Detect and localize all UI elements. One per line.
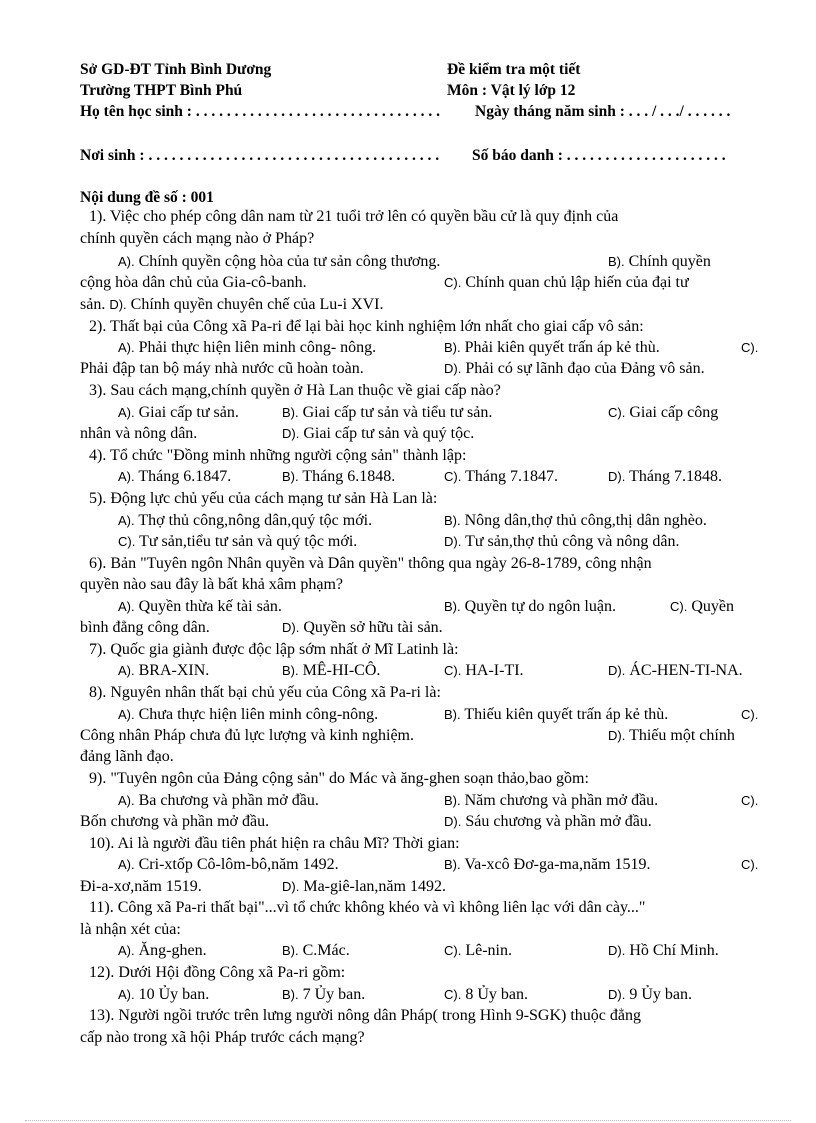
question-11-option-c: C). Lê-nin. (444, 942, 512, 959)
question-7-option-c: C). HA-I-TI. (444, 662, 524, 679)
question-2-option-c-label: C). (741, 340, 759, 355)
question-3-option-c: C). Giai cấp công (608, 404, 719, 421)
question-9-option-b: B). Năm chương và phần mở đầu. (444, 792, 659, 809)
question-8-stem: 8). Nguyên nhân thất bại chủ yếu của Công xã Pa-ri là: (89, 684, 441, 701)
question-11-stem-cont: là nhận xét của: (80, 921, 181, 938)
question-10-option-a: A). Cri-xtốp Cô-lôm-bô,năm 1492. (118, 856, 339, 873)
question-1-option-c-cont: sản. D). Chính quyền chuyên chế của Lu-i XVI. (80, 296, 384, 313)
question-8-option-d-cont: đảng lãnh đạo. (80, 748, 174, 765)
student-name-field: Họ tên học sinh : . . . . . . . . . . . . . . . . . . . . . . . . . . . . . . . . (80, 103, 440, 120)
question-10-stem: 10). Ai là người đầu tiên phát hiện ra châu Mĩ? Thời gian: (89, 835, 460, 852)
question-4-option-b: B). Tháng 6.1848. (282, 468, 396, 485)
question-11-option-b: B). C.Mác. (282, 942, 350, 959)
question-7-option-b: B). MÊ-HI-CÔ. (282, 662, 381, 679)
department-name: Sở GD-ĐT Tỉnh Bình Dương (80, 61, 272, 78)
question-6-option-c-cont: bình đẳng công dân. (80, 619, 210, 636)
question-7-stem: 7). Quốc gia giành được độc lập sớm nhất ở Mĩ Latinh là: (89, 641, 459, 658)
question-3-option-d: D). Giai cấp tư sản và quý tộc. (282, 425, 475, 442)
question-7-option-a: A). BRA-XIN. (118, 662, 210, 679)
question-9-stem: 9). "Tuyên ngôn của Đảng cộng sản" do Mác và ăng-ghen soạn thảo,bao gồm: (89, 770, 589, 787)
question-1-option-a: A). Chính quyền cộng hòa của tư sản công thương. (118, 253, 441, 270)
question-4-option-a: A). Tháng 6.1847. (118, 468, 232, 485)
question-3-option-c-cont: nhân và nông dân. (80, 425, 198, 442)
question-8-option-d: D). Thiếu một chính (608, 727, 735, 744)
question-10-option-d: D). Ma-giê-lan,năm 1492. (282, 878, 446, 895)
question-3-option-a: A). Giai cấp tư sản. (118, 404, 239, 421)
question-2-option-b: B). Phải kiên quyết trấn áp kẻ thù. (444, 339, 660, 356)
subject-line: Môn : Vật lý lớp 12 (447, 82, 576, 99)
birthplace-field: Nơi sinh : . . . . . . . . . . . . . . . . . . . . . . . . . . . . . . . . . . . . . . (80, 147, 440, 164)
question-6-option-b: B). Quyền tự do ngôn luận. (444, 598, 616, 615)
question-1-option-b: B). Chính quyền (608, 253, 711, 270)
question-7-option-d: D). ÁC-HEN-TI-NA. (608, 662, 743, 679)
question-5-option-a: A). Thợ thủ công,nông dân,quý tộc mới. (118, 512, 373, 529)
question-9-option-c-label: C). (741, 793, 759, 808)
question-8-option-b: B). Thiếu kiên quyết trấn áp kẻ thù. (444, 706, 669, 723)
question-10-option-c: Đi-a-xơ,năm 1519. (80, 878, 202, 895)
question-5-option-c: C). Tư sản,tiểu tư sản và quý tộc mới. (118, 533, 358, 550)
question-1-stem-cont: chính quyền cách mạng nào ở Pháp? (80, 230, 315, 247)
question-5-stem: 5). Động lực chủ yếu của cách mạng tư sản Hà Lan là: (89, 490, 438, 507)
question-2-option-d: D). Phải có sự lãnh đạo của Đảng vô sản. (444, 360, 705, 377)
question-3-option-b: B). Giai cấp tư sản và tiểu tư sản. (282, 404, 493, 421)
question-8-option-c: Công nhân Pháp chưa đủ lực lượng và kinh nghiệm. (80, 727, 414, 744)
question-2-stem: 2). Thất bại của Công xã Pa-ri để lại bài học kinh nghiệm lớn nhất cho giai cấp vô sản: (89, 318, 644, 335)
date-of-birth-field: Ngày tháng năm sinh : . . . / . . ./ . . . . . . (475, 103, 731, 120)
question-13-stem-cont: cấp nào trong xã hội Pháp trước cách mạng? (80, 1029, 365, 1046)
candidate-number-field: Số báo danh : . . . . . . . . . . . . . . . . . . . . . (472, 147, 726, 164)
question-1-stem: 1). Việc cho phép công dân nam từ 21 tuổi trở lên có quyền bầu cử là quy định của (89, 208, 619, 225)
question-2-option-c: Phải đập tan bộ máy nhà nước cũ hoàn toàn. (80, 360, 364, 377)
question-9-option-d: D). Sáu chương và phần mở đầu. (444, 813, 652, 830)
question-2-option-a: A). Phải thực hiện liên minh công- nông. (118, 339, 377, 356)
question-8-option-c-label: C). (741, 707, 759, 722)
question-9-option-c: Bốn chương và phần mở đầu. (80, 813, 270, 830)
question-4-option-c: C). Tháng 7.1847. (444, 468, 558, 485)
question-6-option-a: A). Quyền thừa kế tài sản. (118, 598, 282, 615)
question-11-option-d: D). Hồ Chí Minh. (608, 942, 719, 959)
question-12-option-b: B). 7 Ủy ban. (282, 986, 366, 1003)
exam-title: Đề kiểm tra một tiết (447, 61, 581, 78)
question-6-option-c: C). Quyền (670, 598, 734, 615)
question-5-option-b: B). Nông dân,thợ thủ công,thị dân nghèo. (444, 512, 707, 529)
question-13-stem: 13). Người ngồi trước trên lưng người nông dân Pháp( trong Hình 9-SGK) thuộc đẳng (89, 1007, 641, 1024)
question-12-option-a: A). 10 Ủy ban. (118, 986, 210, 1003)
question-6-option-d: D). Quyền sở hữu tài sản. (282, 619, 443, 636)
question-8-option-a: A). Chưa thực hiện liên minh công-nông. (118, 706, 379, 723)
question-12-option-c: C). 8 Ủy ban. (444, 986, 528, 1003)
page-bottom-border (25, 1120, 791, 1121)
question-1-option-c: C). Chính quan chủ lập hiến của đại tư (444, 274, 689, 291)
question-12-option-d: D). 9 Ủy ban. (608, 986, 692, 1003)
question-5-option-d: D). Tư sản,thợ thủ công và nông dân. (444, 533, 680, 550)
question-1-option-b-cont: cộng hòa dân chủ của Gia-cô-banh. (80, 274, 307, 291)
school-name: Trường THPT Bình Phú (80, 82, 243, 99)
question-4-stem: 4). Tổ chức "Đồng minh những người cộng sản" thành lập: (89, 447, 467, 464)
question-10-option-c-label: C). (741, 857, 759, 872)
question-11-stem: 11). Công xã Pa-ri thất bại"...vì tổ chức không khéo và vì không liên lạc với dân cày..." (89, 899, 646, 916)
question-6-stem-cont: quyền nào sau đây là bất khả xâm phạm? (80, 576, 344, 593)
question-3-stem: 3). Sau cách mạng,chính quyền ở Hà Lan thuộc về giai cấp nào? (89, 382, 501, 399)
question-12-stem: 12). Dưới Hội đồng Công xã Pa-ri gồm: (89, 964, 346, 981)
question-6-stem: 6). Bản "Tuyên ngôn Nhân quyền và Dân quyền" thông qua ngày 26-8-1789, công nhận (89, 555, 652, 572)
question-10-option-b: B). Va-xcô Đơ-ga-ma,năm 1519. (444, 856, 651, 873)
question-9-option-a: A). Ba chương và phần mở đầu. (118, 792, 319, 809)
exam-code: Nội dung đề số : 001 (80, 189, 214, 206)
question-11-option-a: A). Ăng-ghen. (118, 942, 207, 959)
question-4-option-d: D). Tháng 7.1848. (608, 468, 722, 485)
